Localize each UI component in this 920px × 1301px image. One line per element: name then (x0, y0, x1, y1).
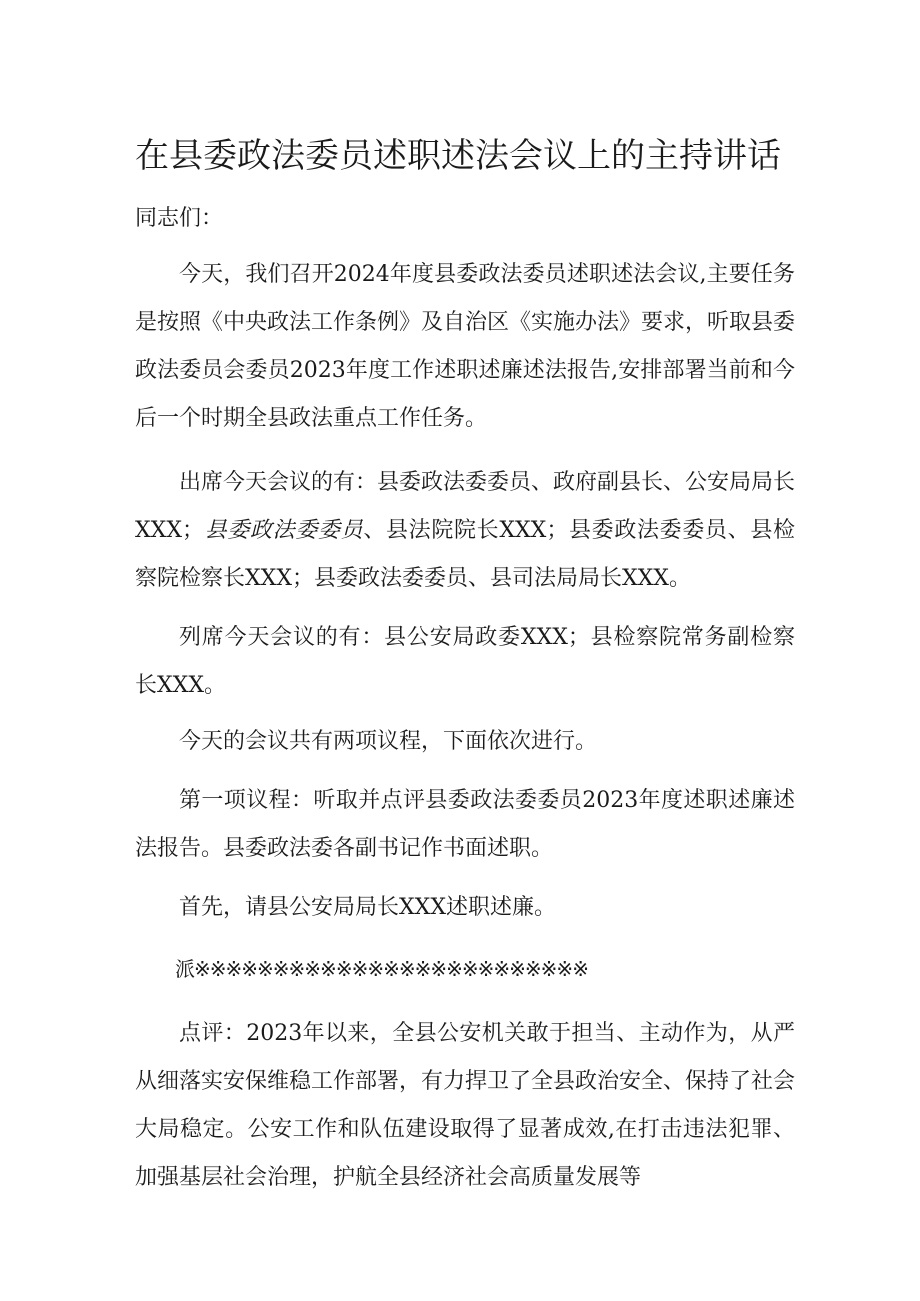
document-title: 在县委政法委员述职述法会议上的主持讲话 (135, 136, 781, 176)
paragraph-opening: 今天，我们召开2024年度县委政法委员述职述法会议,主要任务是按照《中央政法工作条例》及自治区《实施办法》要求，听取县委政法委员会委员2023年度工作述职述廉述法报告,安排部署当前和今后一个时期全县政法重点工作任务。 (135, 262, 796, 431)
greeting: 同志们： (135, 206, 224, 231)
paragraph-attendees (135, 459, 795, 603)
paragraph-first-speaker: 首先，请县公安局局长XXX述职述廉。 (179, 895, 556, 920)
paragraph-observers: 列席今天会议的有：县公安局政委XXX；县检察院常务副检察长XXX。 (135, 625, 795, 698)
paragraph-first-item: 第一项议程：听取并点评县委政法委委员2023年度述职述廉述法报告。县委政法委各副书记作书面述职。 (135, 788, 795, 861)
attendees-part-1: 出席今天会议的有：县委政法委委员、政府副县长、公安局局长XXX； (135, 470, 796, 543)
paragraph-masked: 派※※※※※※※※※※※※※※※※※※※※※※※※※ (175, 957, 588, 981)
paragraph-comment: 点评：2023年以来，全县公安机关敢于担当、主动作为，从严从细落实安保维稳工作部署，有力捍卫了全县政治安全、保持了社会大局稳定。公安工作和队伍建设取得了显著成效,在打击违法犯罪、加强基层社会治理，护航全县经济社会高质量发展等 (135, 1021, 796, 1190)
paragraph-agenda: 今天的会议共有两项议程，下面依次进行。 (179, 729, 598, 754)
attendees-italic-part: 县委政法委委员 (204, 518, 364, 543)
attendees-part-2: 、县法院院长XXX；县委政法委委员、县检察院检察长XXX；县委政法委委员、县司法局局长XXX。 (135, 518, 795, 591)
